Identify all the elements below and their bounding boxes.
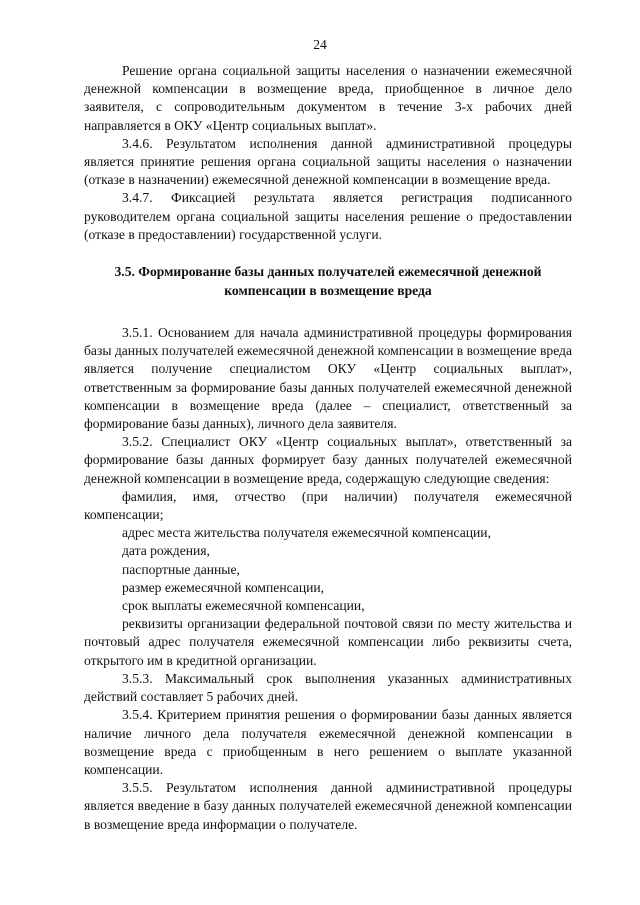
document-body bbox=[84, 62, 572, 834]
page-number: 24 bbox=[313, 37, 327, 52]
list-item-full-name: фамилия, имя, отчество (при наличии) получателя ежемесячной компенсации; bbox=[84, 488, 572, 523]
section-heading-3-5: 3.5. Формирование базы данных получателей ежемесячной денежной компенсации в возмещение вреда bbox=[114, 264, 542, 299]
list-item-payment-term: срок выплаты ежемесячной компенсации, bbox=[122, 598, 365, 614]
paragraph-3-5-4: 3.5.4. Критерием принятия решения о формировании базы данных является наличие личного дела получателя ежемесячной денежной компенсации в возмещение вреда с приобщенным в него решением о выплате указанной компенсации. bbox=[84, 707, 572, 777]
list-item-address: адрес места жительства получателя ежемесячной компенсации, bbox=[122, 525, 491, 541]
paragraph-3-5-1: 3.5.1. Основанием для начала административной процедуры формирования базы данных получателей ежемесячной денежной компенсации в возмещение вреда является получение специалистом ОКУ «Центр социальных выплат», ответственным за формирование базы данных получателей ежемесячной денежной компенсации в возмещение вреда (далее – специалист, ответственный за формирование базы данных), личного дела заявителя. bbox=[84, 325, 573, 432]
list-item-bank-details: реквизиты организации федеральной почтовой связи по месту жительства и почтовый адрес получателя ежемесячной компенсации либо реквизиты счета, открытого им в кредитной организации. bbox=[84, 616, 572, 668]
list-item-birth-date: дата рождения, bbox=[122, 543, 210, 559]
paragraph-3-4-6: 3.4.6. Результатом исполнения данной административной процедуры является принятие решения органа социальной защиты населения о назначении (отказе в назначении) ежемесячной денежной компенсации в возмещение вреда. bbox=[84, 135, 572, 188]
paragraph-3-5-2: 3.5.2. Специалист ОКУ «Центр социальных выплат», ответственный за формирование базы данных формирует базу данных получателей ежемесячной денежной компенсации в возмещение вреда, содержащую следующие сведения: bbox=[84, 434, 572, 486]
paragraph-3-5-5: 3.5.5. Результатом исполнения данной административной процедуры является введение в базу данных получателей ежемесячной денежной компенсации в возмещение вреда информации о получателе. bbox=[84, 780, 572, 832]
paragraph-decision-forwarding: Решение органа социальной защиты населения о назначении ежемесячной денежной компенсации в возмещение вреда, приобщенное в личное дело заявителя, с сопроводительным документом в течение 3-х рабочих дней направляется в ОКУ «Центр социальных выплат». bbox=[84, 63, 572, 133]
paragraph-3-4-7: 3.4.7. Фиксацией результата является регистрация подписанного руководителем органа социальной защиты населения решение о предоставлении (отказе в предоставлении) государственной услуги. bbox=[84, 190, 572, 242]
paragraph-3-5-3: 3.5.3. Максимальный срок выполнения указанных административных действий составляет 5 рабочих дней. bbox=[84, 670, 572, 705]
list-item-amount: размер ежемесячной компенсации, bbox=[122, 579, 325, 595]
list-item-passport: паспортные данные, bbox=[122, 561, 240, 577]
